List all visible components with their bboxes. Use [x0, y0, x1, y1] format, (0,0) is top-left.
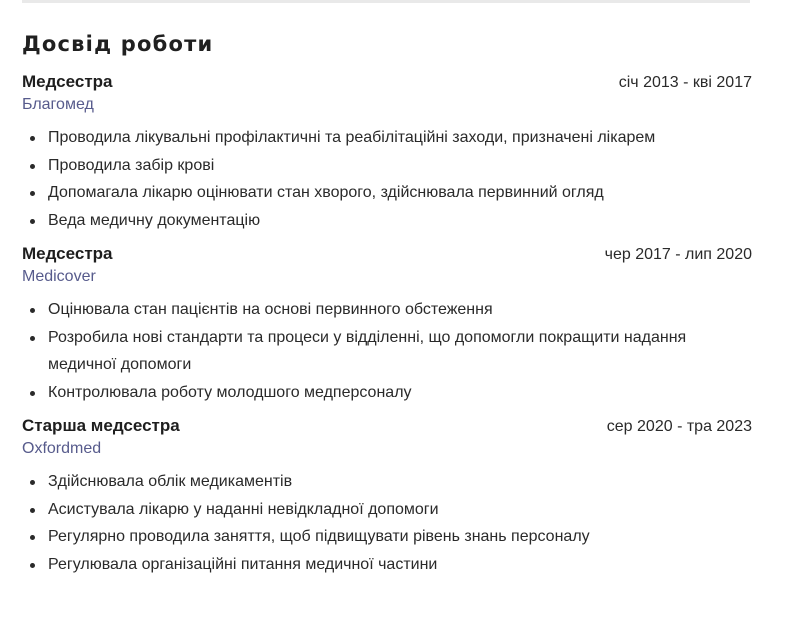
job-dates: сер 2020 - тра 2023 [606, 418, 752, 435]
bullet-icon [30, 336, 35, 341]
duty-text: Веда медичну документацію [48, 211, 261, 229]
bullet-icon [30, 136, 35, 141]
duty-item [48, 124, 728, 152]
job-header [22, 416, 752, 438]
bullet-icon [30, 219, 35, 224]
job-entry [22, 416, 752, 578]
duty-item [48, 179, 728, 207]
company-name: Благомед [22, 96, 94, 113]
work-experience-section [22, 28, 752, 588]
job-title: Медсестра [22, 72, 113, 91]
job-title: Медсестра [22, 244, 113, 263]
duty-item [48, 207, 728, 235]
bullet-icon [30, 191, 35, 196]
duty-item [48, 523, 728, 551]
duty-item [48, 296, 728, 324]
bullet-icon [30, 480, 35, 485]
duties-list [22, 124, 752, 234]
job-header [22, 244, 752, 266]
duty-text: Здійснювала облік медикаментів [48, 473, 293, 490]
duty-item [48, 551, 728, 579]
job-entry [22, 72, 752, 234]
section-divider [22, 0, 750, 3]
job-entry [22, 244, 752, 406]
duty-text: Контролювала роботу молодшого медперсоналу [48, 383, 412, 401]
duty-item [48, 324, 728, 379]
bullet-icon [30, 563, 35, 568]
duty-item [48, 379, 728, 407]
duty-text: Розробила нові стандарти та процеси у відділенні, що допомогли покращити надання медичної допомоги [48, 328, 687, 373]
duty-text: Проводила лікувальні профілактичні та реабілітаційні заходи, призначені лікарем [48, 129, 656, 146]
duty-text: Асистувала лікарю у наданні невідкладної допомоги [48, 500, 439, 518]
bullet-icon [30, 535, 35, 540]
duties-list [22, 468, 752, 578]
bullet-icon [30, 308, 35, 313]
job-header [22, 72, 752, 94]
job-dates: чер 2017 - лип 2020 [604, 246, 752, 263]
company-name: Oxfordmed [22, 440, 102, 457]
duty-item [48, 468, 728, 496]
bullet-icon [30, 391, 35, 396]
duty-text: Проводила забір крові [48, 156, 215, 174]
bullet-icon [30, 164, 35, 169]
duty-text: Регулярно проводила заняття, щоб підвищувати рівень знань персоналу [48, 528, 590, 545]
duty-text: Допомагала лікарю оцінювати стан хворого, здійснювала первинний огляд [48, 184, 604, 201]
job-title: Старша медсестра [22, 416, 180, 435]
company-name: Medicover [22, 268, 96, 285]
section-title: Досвід роботи [22, 32, 214, 56]
duty-text: Регулювала організаційні питання медичної частини [48, 555, 438, 573]
duties-list [22, 296, 752, 406]
duty-text: Оцінювала стан пацієнтів на основі первинного обстеження [48, 301, 493, 318]
bullet-icon [30, 508, 35, 513]
duty-item [48, 152, 728, 180]
job-dates: січ 2013 - кві 2017 [618, 74, 752, 91]
duty-item [48, 496, 728, 524]
